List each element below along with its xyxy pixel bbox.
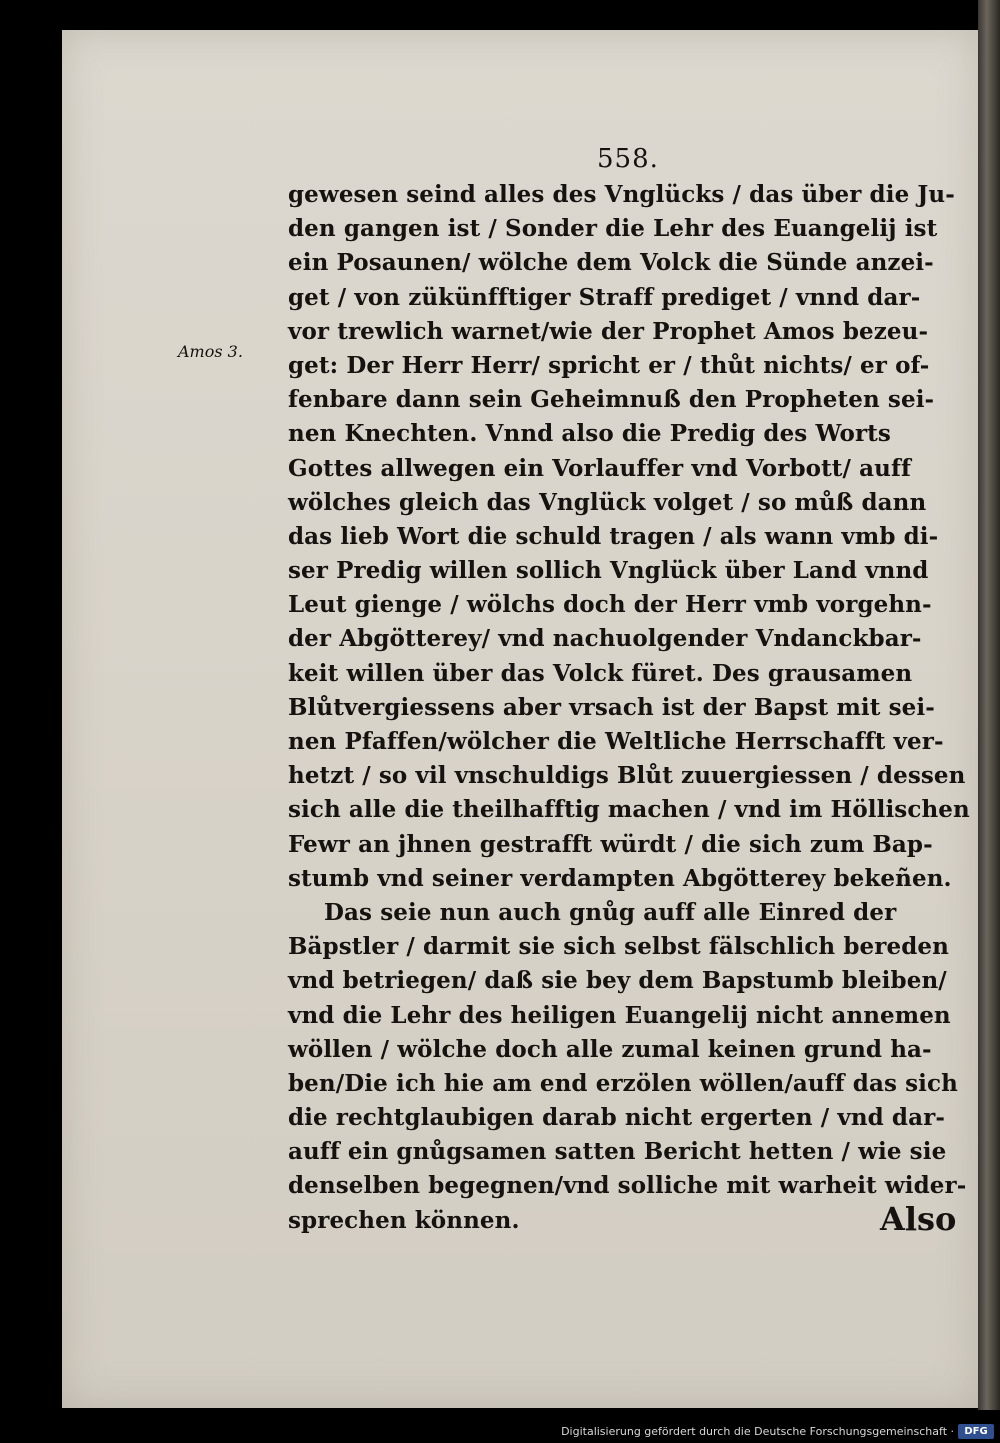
text-line: der Abgötterey/ vnd nachuolgender Vndanckbar- (288, 625, 922, 653)
text-line: gewesen seind alles des Vnglücks / das über die Ju- (288, 181, 955, 208)
text-line: fenbare dann sein Geheimnuß den Propheten sei- (288, 386, 935, 414)
text-line: vnd die Lehr des heiligen Euangelij nicht annemen (288, 1001, 951, 1029)
text-line: nen Knechten. Vnnd also die Predig des Worts (288, 420, 891, 448)
text-line: das lieb Wort die schuld tragen / als wann vmb di- (288, 522, 939, 550)
text-line: Fewr an jhnen gestrafft würdt / die sich zum Bap- (288, 830, 933, 858)
page-number: 558. (597, 144, 659, 174)
book-edge (978, 0, 1000, 1410)
text-line: auff ein gnůgsamen satten Bericht hetten / wie sie (288, 1138, 947, 1166)
body-text (288, 178, 970, 1238)
text-line: vor trewlich warnet/wie der Prophet Amos bezeu- (288, 317, 929, 345)
text-line: wölches gleich das Vnglück volget / so můß dann (288, 488, 927, 516)
text-line: keit willen über das Volck füret. Des grausamen (288, 659, 913, 687)
text-line: Bäpstler / darmit sie sich selbst fälschlich bereden (288, 933, 949, 961)
text-line: ser Predig willen sollich Vnglück über Land vnnd (288, 557, 929, 585)
text-line: sprechen können. (288, 1206, 520, 1234)
text-line: vnd betriegen/ daß sie bey dem Bapstumb bleiben/ (288, 967, 947, 995)
dfg-logo: DFG (958, 1424, 994, 1439)
text-line: stumb vnd seiner verdampten Abgötterey bekeñen. (288, 864, 952, 892)
text-line: hetzt / so vil vnschuldigs Blůt zuuergiessen / dessen (288, 762, 966, 790)
text-line: denselben begegnen/vnd solliche mit warheit wider- (288, 1172, 967, 1200)
funding-credit: Digitalisierung gefördert durch die Deutsche Forschungsgemeinschaft · (561, 1425, 954, 1438)
text-line: get / von zükünfftiger Straff prediget / vnnd dar- (288, 283, 921, 311)
text-line: ben/Die ich hie am end erzölen wöllen/auff das sich (288, 1069, 958, 1097)
text-line: get: Der Herr Herr/ spricht er / thůt nichts/ er of- (288, 351, 930, 379)
text-line: wöllen / wölche doch alle zumal keinen grund ha- (288, 1035, 932, 1063)
text-line: Leut gienge / wölchs doch der Herr vmb vorgehn- (288, 591, 932, 619)
text-line: sich alle die theilhafftig machen / vnd im Höllischen (288, 796, 970, 824)
footer-bar (0, 1421, 1000, 1443)
paragraph-start-line: Das seie nun auch gnůg auff alle Einred der (324, 898, 897, 926)
text-line: ein Posaunen/ wölche dem Volck die Sünde anzei- (288, 249, 934, 277)
margin-note: Amos 3. (178, 342, 243, 361)
catchword: Also (880, 1200, 957, 1238)
text-line: den gangen ist / Sonder die Lehr des Euangelij ist (288, 215, 938, 243)
text-line: Gottes allwegen ein Vorlauffer vnd Vorbott/ auff (288, 454, 911, 482)
text-line: nen Pfaffen/wölcher die Weltliche Herrschafft ver- (288, 728, 944, 755)
text-line: die rechtglaubigen darab nicht ergerten / vnd dar- (288, 1104, 945, 1132)
text-line: Blůtvergiessens aber vrsach ist der Bapst mit sei- (288, 693, 935, 721)
